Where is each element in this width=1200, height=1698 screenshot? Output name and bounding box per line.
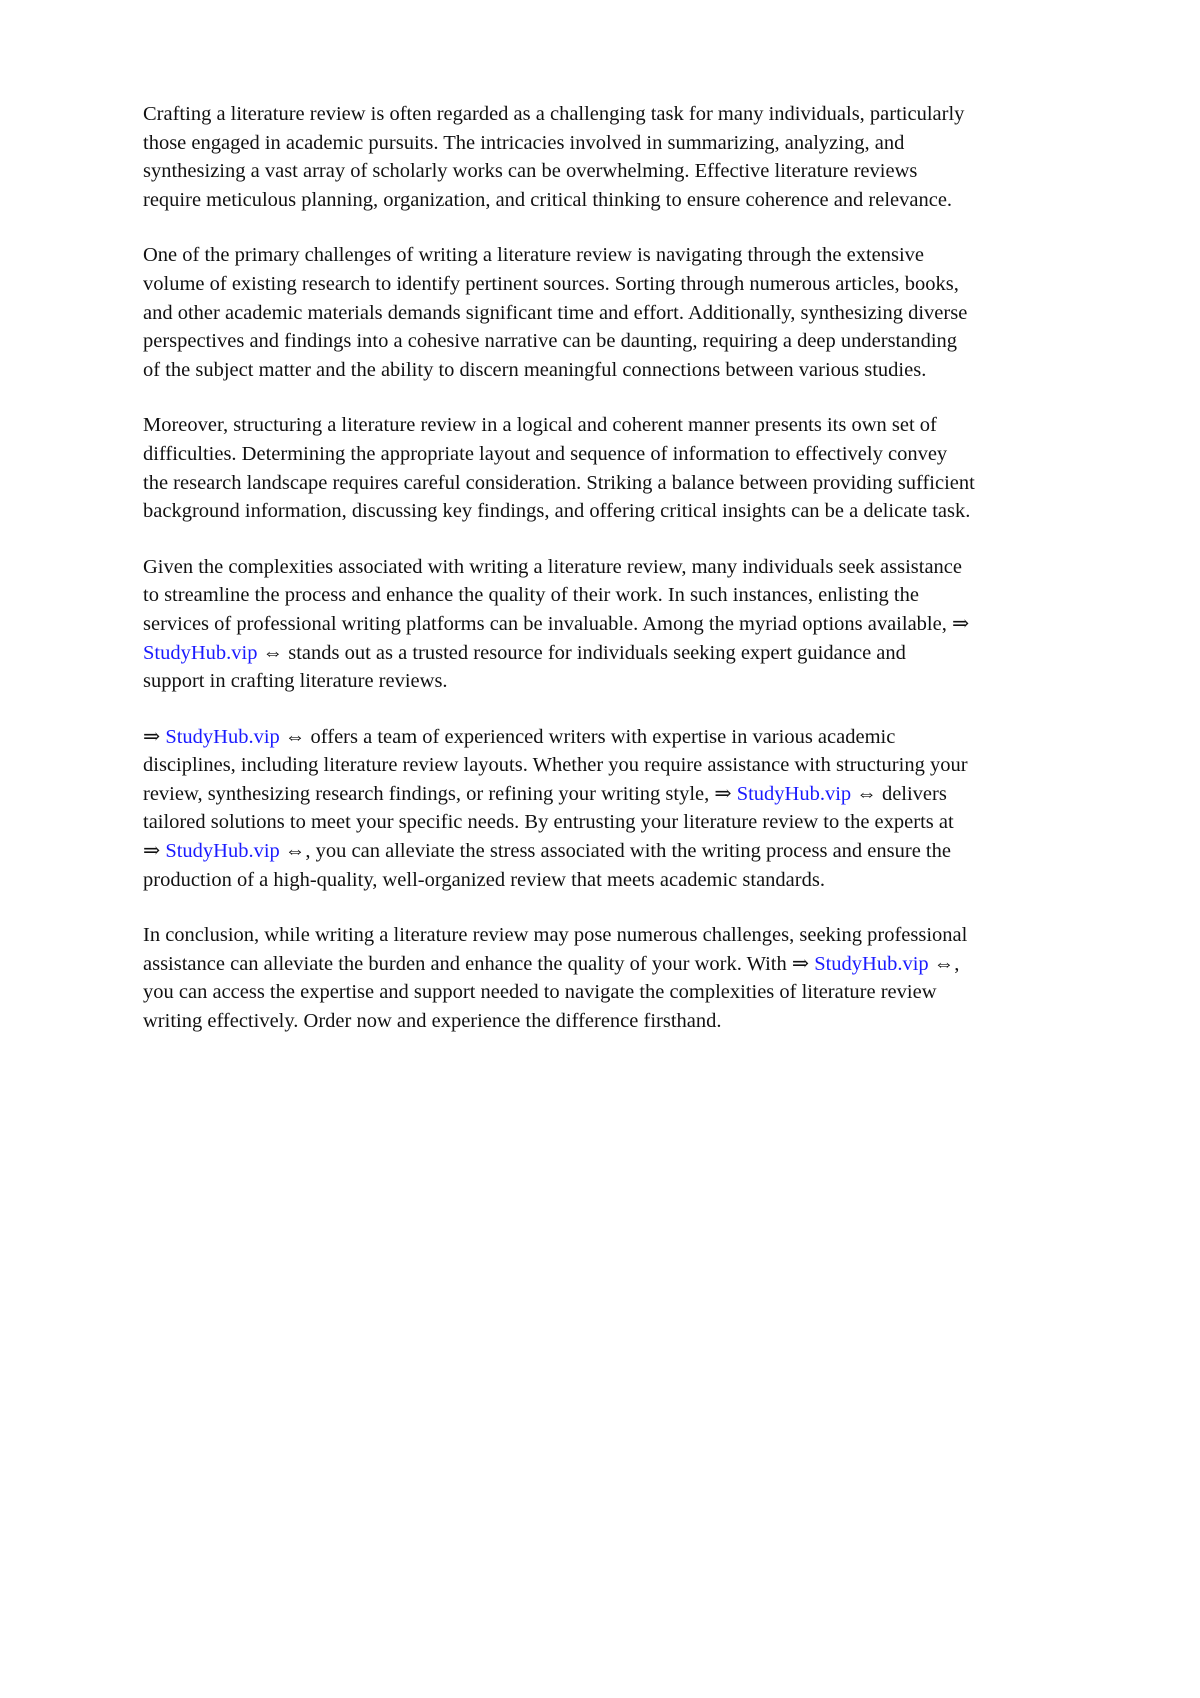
text-run: perspectives and findings into a cohesive narrative can be daunting, requiring a deep understanding — [143, 330, 958, 353]
text-run: require meticulous planning, organization, and critical thinking to ensure coherence and relevance. — [143, 188, 953, 211]
text-run: assistance can alleviate the burden and enhance the quality of your work. With ⇒ — [143, 952, 815, 975]
text-run: disciplines, including literature review layouts. Whether you require assistance with structuring your — [143, 754, 968, 777]
text-run: background information, discussing key findings, and offering critical insights can be a delicate task. — [143, 500, 971, 523]
text-run: volume of existing research to identify pertinent sources. Sorting through numerous articles, books, — [143, 272, 959, 295]
text-run: ⇒ — [143, 725, 166, 748]
text-line — [143, 754, 968, 776]
text-line — [143, 189, 952, 211]
text-line — [143, 642, 906, 664]
text-line — [143, 613, 969, 635]
text-line — [143, 244, 924, 266]
text-run: the research landscape requires careful consideration. Striking a balance between providing sufficient — [143, 471, 975, 494]
text-line — [143, 472, 975, 494]
text-line — [143, 160, 917, 182]
text-run: writing effectively. Order now and experience the difference firsthand. — [143, 1010, 722, 1033]
studyhub-link[interactable]: StudyHub.vip — [736, 782, 852, 805]
text-run: Given the complexities associated with writing a literature review, many individuals seek assistance — [143, 555, 962, 578]
text-run: ⇔, — [928, 952, 960, 975]
text-run: services of professional writing platforms can be invaluable. Among the myriad options available, ⇒ — [143, 612, 970, 635]
text-line — [143, 953, 959, 975]
text-run: of the subject matter and the ability to discern meaningful connections between various studies. — [143, 358, 927, 381]
text-line — [143, 869, 825, 891]
text-line — [143, 1010, 722, 1032]
text-run: review, synthesizing research findings, or refining your writing style, ⇒ — [143, 782, 737, 805]
text-run: you can access the expertise and support needed to navigate the complexities of literature review — [143, 981, 937, 1004]
text-run: support in crafting literature reviews. — [143, 670, 448, 693]
paragraph — [143, 411, 1143, 525]
text-run: tailored solutions to meet your specific needs. By entrusting your literature review to the experts at — [143, 811, 954, 834]
text-run: ⇔, you can alleviate the stress associated with the writing process and ensure the — [279, 840, 951, 863]
text-line — [143, 811, 954, 833]
studyhub-link[interactable]: StudyHub.vip — [143, 641, 258, 664]
text-line — [143, 924, 967, 946]
text-run: ⇒ — [143, 840, 166, 863]
text-run: and other academic materials demands significant time and effort. Additionally, synthesizing diverse — [143, 301, 968, 324]
studyhub-link[interactable]: StudyHub.vip — [165, 840, 280, 863]
text-run: production of a high-quality, well-organized review that meets academic standards. — [143, 868, 825, 891]
text-run: ⇔ offers a team of experienced writers with expertise in various academic — [279, 725, 896, 748]
text-line — [143, 443, 947, 465]
paragraph — [143, 241, 1143, 384]
text-line — [143, 103, 964, 125]
text-run: difficulties. Determining the appropriate layout and sequence of information to effectively convey — [143, 442, 948, 465]
text-line — [143, 500, 970, 522]
paragraph — [143, 553, 1143, 696]
text-run: Crafting a literature review is often regarded as a challenging task for many individuals, particularly — [143, 103, 965, 125]
document-page — [143, 100, 1143, 1063]
text-run: those engaged in academic pursuits. The intricacies involved in summarizing, analyzing, and — [143, 131, 905, 154]
text-run: Moreover, structuring a literature review in a logical and coherent manner presents its own set of — [143, 414, 937, 437]
paragraph — [143, 723, 1143, 895]
text-run: synthesizing a vast array of scholarly works can be overwhelming. Effective literature reviews — [143, 160, 918, 183]
text-run: ⇔ delivers — [851, 782, 947, 805]
text-run: ⇔ stands out as a trusted resource for individuals seeking expert guidance and — [257, 641, 906, 664]
text-line — [143, 414, 937, 436]
text-line — [143, 132, 904, 154]
text-line — [143, 783, 947, 805]
text-line — [143, 981, 937, 1003]
text-run: One of the primary challenges of writing a literature review is navigating through the extensive — [143, 244, 925, 267]
text-line — [143, 584, 919, 606]
text-run: to streamline the process and enhance the quality of their work. In such instances, enlisting the — [143, 584, 919, 607]
text-line — [143, 330, 957, 352]
studyhub-link[interactable]: StudyHub.vip — [165, 725, 280, 748]
text-line — [143, 726, 895, 748]
text-line — [143, 359, 926, 381]
studyhub-link[interactable]: StudyHub.vip — [814, 952, 929, 975]
text-line — [143, 556, 962, 578]
text-line — [143, 670, 448, 692]
text-line — [143, 840, 951, 862]
text-line — [143, 302, 967, 324]
text-line — [143, 273, 959, 295]
paragraph — [143, 921, 1143, 1035]
text-run: In conclusion, while writing a literature review may pose numerous challenges, seeking professional — [143, 924, 968, 947]
paragraph — [143, 100, 1143, 214]
